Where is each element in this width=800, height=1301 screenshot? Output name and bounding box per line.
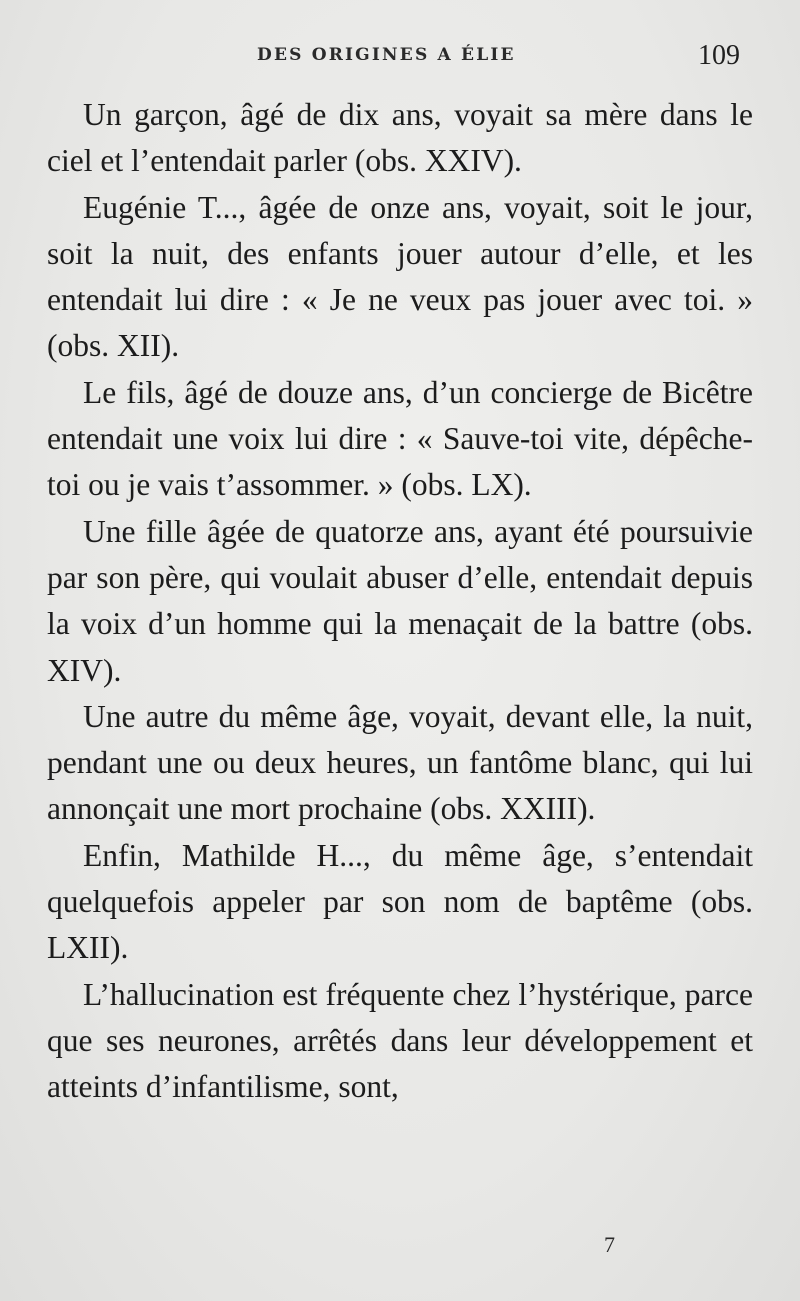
paragraph: Une autre du même âge, voyait, devant elle, la nuit, pendant une ou deux heures, un fantôme blanc, qui lui annonçait une mort prochaine (obs. XXIII). bbox=[47, 698, 753, 827]
running-head bbox=[0, 40, 800, 74]
paragraph: Une fille âgée de quatorze ans, ayant été poursuivie par son père, qui voulait abuser d’elle, entendait depuis la voix d’un homme qui la menaçait de la battre (obs. XIV). bbox=[47, 513, 753, 688]
paragraph: Un garçon, âgé de dix ans, voyait sa mère dans le ciel et l’entendait parler (obs. XXIV). bbox=[47, 97, 753, 179]
signature-mark: 7 bbox=[604, 1232, 615, 1257]
paragraph: L’hallucination est fréquente chez l’hystérique, parce que ses neurones, arrêtés dans leur développement et atteints d’infantilisme, sont, bbox=[47, 976, 753, 1105]
paragraph: Le fils, âgé de douze ans, d’un concierge de Bicêtre entendait une voix lui dire : « Sauve-toi vite, dépêche-toi ou je vais t’assommer. » (obs. LX). bbox=[47, 374, 753, 503]
page-number: 109 bbox=[698, 40, 740, 71]
paragraph: Eugénie T..., âgée de onze ans, voyait, soit le jour, soit la nuit, des enfants jouer autour d’elle, et les entendait lui dire : « Je ne veux pas jouer avec toi. » (obs. XII). bbox=[47, 189, 753, 364]
paragraph: Enfin, Mathilde H..., du même âge, s’entendait quelquefois appeler par son nom de baptême (obs. LXII). bbox=[47, 837, 753, 966]
body-text bbox=[47, 92, 753, 1111]
running-title: DES ORIGINES A ÉLIE bbox=[257, 45, 516, 65]
